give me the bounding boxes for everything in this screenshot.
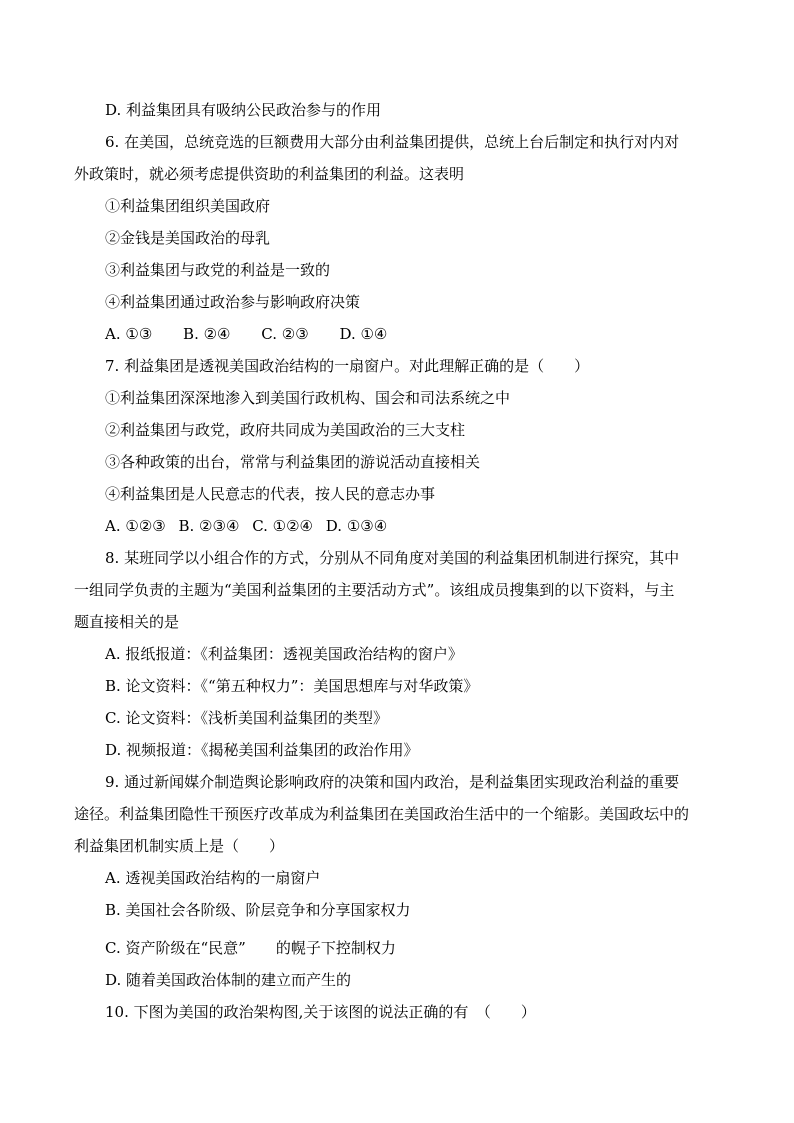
q6-option-b[interactable]: B. ②④ xyxy=(183,325,231,343)
q8-option-a[interactable]: A. 报纸报道：《利益集团：透视美国政治结构的窗户》 xyxy=(105,645,463,663)
q7-stem: 7. 利益集团是透视美国政治结构的一扇窗户。对此理解正确的是（ ） xyxy=(105,357,590,375)
q6-answer-options xyxy=(105,324,413,344)
q7-option-c[interactable]: C. ①②④ xyxy=(252,517,314,535)
q9-option-d[interactable]: D. 随着美国政治体制的建立而产生的 xyxy=(105,971,352,989)
q9-stem-line1: 9. 通过新闻媒介制造舆论影响政府的决策和国内政治，是利益集团实现政治利益的重要 xyxy=(105,773,680,791)
q6-option-d[interactable]: D. ①④ xyxy=(339,325,388,343)
q8-option-d[interactable]: D. 视频报道：《揭秘美国利益集团的政治作用》 xyxy=(105,741,419,759)
q9-option-c[interactable]: C. 资产阶级在“民意” 的幌子下控制权力 xyxy=(105,939,396,957)
q9-option-a[interactable]: A. 透视美国政治结构的一扇窗户 xyxy=(105,869,321,887)
q7-option-d[interactable]: D. ①③④ xyxy=(325,517,388,535)
q6-option-c[interactable]: C. ②③ xyxy=(261,325,309,343)
q7-statement-4: ④利益集团是人民意志的代表，按人民的意志办事 xyxy=(105,485,436,503)
q7-option-a[interactable]: A. ①②③ xyxy=(105,517,166,535)
q6-statement-4: ④利益集团通过政治参与影响政府决策 xyxy=(105,293,361,311)
q8-stem-line1: 8. 某班同学以小组合作的方式，分别从不同角度对美国的利益集团机制进行探究，其中 xyxy=(105,549,680,567)
q9-stem-line3: 利益集团机制实质上是（ ） xyxy=(74,837,285,855)
q8-option-c[interactable]: C. 论文资料：《浅析美国利益集团的类型》 xyxy=(105,709,388,727)
q6-statement-2: ②金钱是美国政治的母乳 xyxy=(105,229,271,247)
q7-statement-2: ②利益集团与政党，政府共同成为美国政治的三大支柱 xyxy=(105,421,466,439)
q10-stem: 10. 下图为美国的政治架构图,关于该图的说法正确的有 （ ） xyxy=(105,1003,536,1021)
q8-stem-line2: 一组同学负责的主题为“美国利益集团的主要活动方式”。该组成员搜集到的以下资料，与主 xyxy=(74,581,675,599)
q5-option-d: D. 利益集团具有吸纳公民政治参与的作用 xyxy=(105,101,382,119)
q7-statement-1: ①利益集团深深地渗入到美国行政机构、国会和司法系统之中 xyxy=(105,389,511,407)
q6-stem-line2: 外政策时，就必须考虑提供资助的利益集团的利益。这表明 xyxy=(74,165,465,183)
q7-answer-options xyxy=(105,516,395,536)
q8-stem-line3: 题直接相关的是 xyxy=(74,613,180,631)
q6-statement-3: ③利益集团与政党的利益是一致的 xyxy=(105,261,331,279)
q6-stem-line1: 6. 在美国，总统竞选的巨额费用大部分由利益集团提供，总统上台后制定和执行对内对 xyxy=(105,133,680,151)
q7-option-b[interactable]: B. ②③④ xyxy=(178,517,240,535)
q6-statement-1: ①利益集团组织美国政府 xyxy=(105,197,271,215)
q9-stem-line2: 途径。利益集团隐性干预医疗改革成为利益集团在美国政治生活中的一个缩影。美国政坛中的 xyxy=(74,805,690,823)
q9-option-b[interactable]: B. 美国社会各阶级、阶层竞争和分享国家权力 xyxy=(105,901,411,919)
q7-statement-3: ③各种政策的出台，常常与利益集团的游说活动直接相关 xyxy=(105,453,481,471)
q8-option-b[interactable]: B. 论文资料：《“第五种权力”：美国思想库与对华政策》 xyxy=(105,677,479,695)
q6-option-a[interactable]: A. ①③ xyxy=(105,325,153,343)
